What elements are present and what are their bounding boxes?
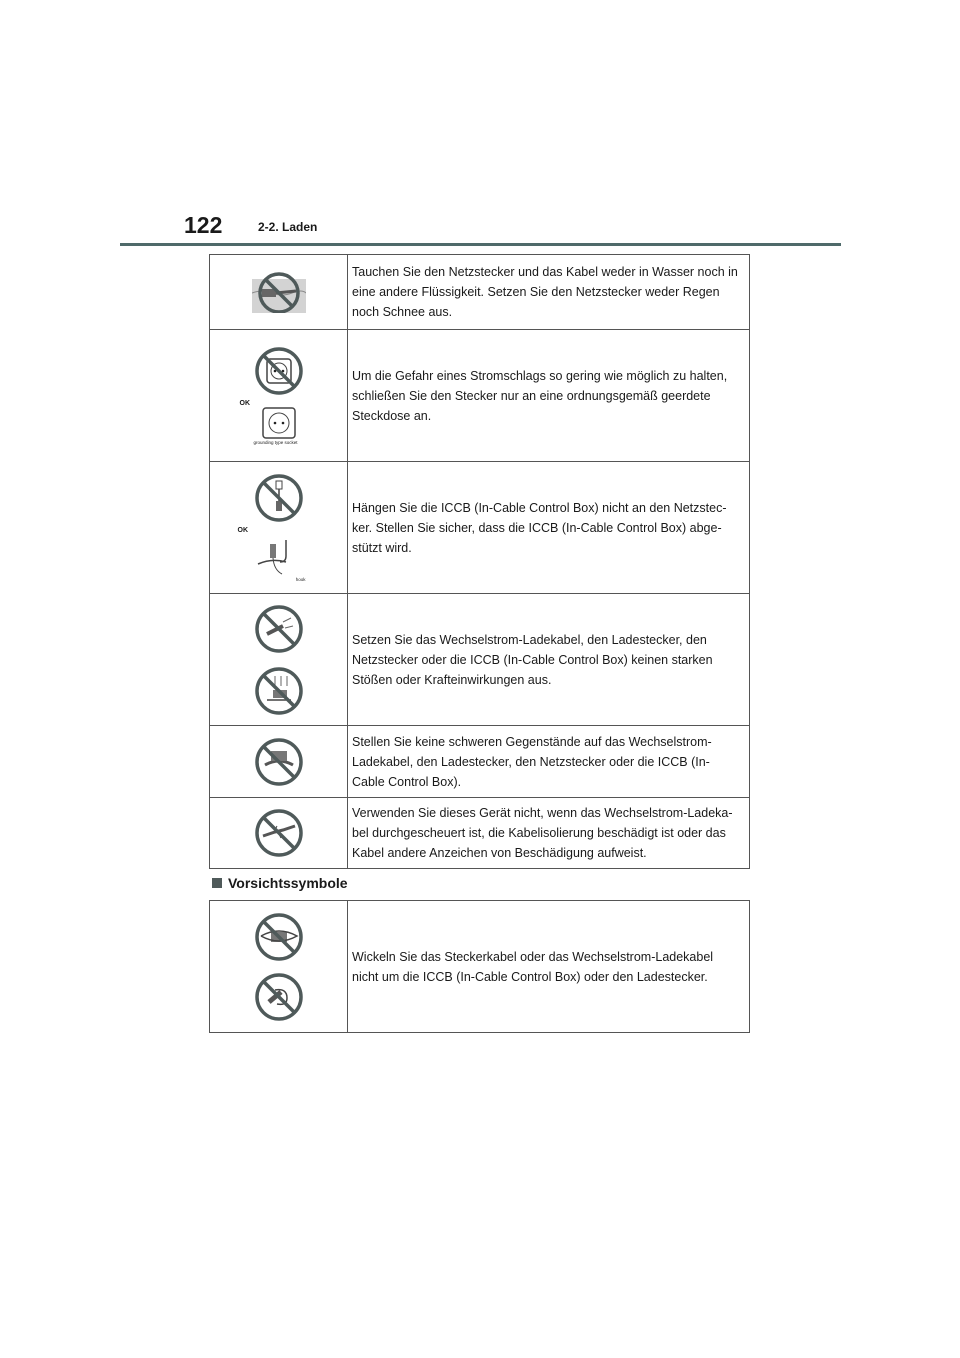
hook-support-icon — [252, 534, 306, 576]
header-rule — [120, 243, 841, 246]
grounded-socket-icon — [254, 407, 304, 439]
icon-cell — [210, 726, 348, 798]
table-row — [210, 594, 750, 726]
caution-text: Wickeln Sie das Steckerkabel oder das Wechselstrom-Ladekabel nicht um die ICCB (In-Cable Control Box) oder den Ladestecker. — [348, 901, 750, 1033]
subheading-text: Vorsichtssymbole — [228, 875, 348, 891]
icon-cell — [210, 798, 348, 869]
ok-label: OK — [239, 400, 250, 407]
table-row — [210, 255, 750, 330]
table-row — [210, 901, 750, 1033]
no-wrap-connector-icon — [253, 972, 305, 1022]
table-row — [210, 798, 750, 869]
warning-text: Stellen Sie keine schweren Gegenstände auf das Wechselstrom-Ladekabel, den Ladestecker, den Netzstecker oder die ICCB (In-Cable Control Box). — [348, 726, 750, 798]
no-water-icon — [252, 271, 306, 313]
warning-table — [209, 254, 750, 869]
icon-cell — [210, 594, 348, 726]
no-wrap-iccb-icon — [253, 912, 305, 962]
ok-label: OK — [237, 527, 248, 534]
table-row — [210, 726, 750, 798]
no-ungrounded-socket-icon — [254, 346, 304, 396]
icon-cell — [210, 330, 348, 462]
icon-cell — [210, 255, 348, 330]
warning-text: Hängen Sie die ICCB (In-Cable Control Box) nicht an den Netzstec-ker. Stellen Sie sicher, dass die ICCB (In-Cable Control Box) abge-stützt wird. — [348, 462, 750, 594]
no-hanging-iccb-icon — [254, 473, 304, 523]
warning-text: Tauchen Sie den Netzstecker und das Kabel weder in Wasser noch in eine andere Flüssigkeit. Setzen Sie den Netzstecker weder Regen noch Schnee aus. — [348, 255, 750, 330]
no-heavy-objects-icon — [253, 737, 305, 787]
subheading — [212, 875, 348, 891]
no-impact-icon — [253, 604, 305, 654]
icon-cell — [210, 901, 348, 1033]
table-row — [210, 462, 750, 594]
section-title: 2-2. Laden — [258, 220, 318, 234]
warning-text: Verwenden Sie dieses Gerät nicht, wenn das Wechselstrom-Ladeka-bel durchgescheuert ist, die Kabelisolierung beschädigt ist oder das Kabel andere Anzeichen von Beschädigung aufweist. — [348, 798, 750, 869]
no-force-icon — [253, 666, 305, 716]
table-row — [210, 330, 750, 462]
page-number: 122 — [184, 212, 223, 238]
no-damaged-cable-icon — [253, 808, 305, 858]
hook-caption: hook — [295, 577, 306, 582]
warning-text: Setzen Sie das Wechselstrom-Ladekabel, den Ladestecker, den Netzstecker oder die ICCB (In-Cable Control Box) keinen starken Stößen oder Krafteinwirkungen aus. — [348, 594, 750, 726]
warning-text: Um die Gefahr eines Stromschlags so gering wie möglich zu halten, schließen Sie den Stecker nur an eine ordnungsgemäß geerdete Steckdose an. — [348, 330, 750, 462]
caution-table — [209, 900, 750, 1033]
socket-caption: grounding type socket — [253, 440, 298, 445]
icon-cell — [210, 462, 348, 594]
square-bullet-icon — [212, 878, 222, 888]
